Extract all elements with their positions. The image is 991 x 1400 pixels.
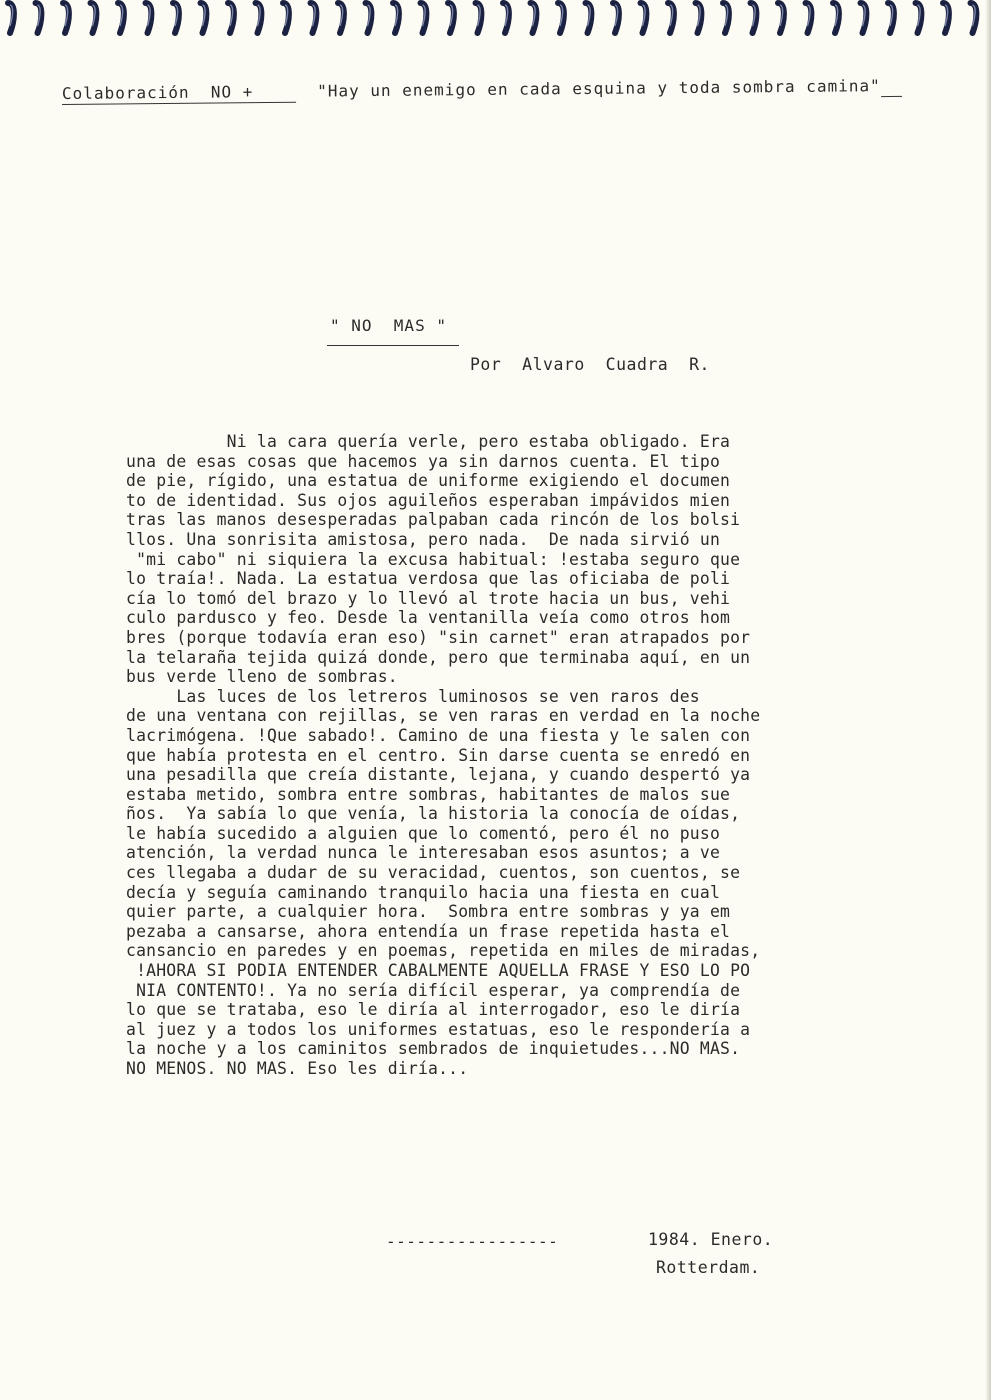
body-line: llos. Una sonrisita amistosa, pero nada. De nada sirvió un bbox=[126, 529, 721, 549]
spiral-coil bbox=[586, 3, 592, 33]
body-line: to de identidad. Sus ojos aguileños esperaban impávidos mien bbox=[126, 490, 731, 510]
body-line: lacrimógena. !Que sabado!. Camino de una fiesta y le salen con bbox=[126, 725, 751, 745]
body-line: que había protesta en el centro. Sin darse cuenta se enredó en bbox=[126, 745, 751, 765]
spiral-coil bbox=[916, 3, 922, 33]
spiral-coil bbox=[806, 3, 812, 33]
body-line: lo que se trataba, eso le diría al interrogador, eso le diría bbox=[126, 1000, 741, 1020]
collaboration-label: Colaboración bbox=[61, 82, 190, 103]
spiral-coil bbox=[668, 3, 674, 33]
body-line: una pesadilla que creía distante, lejana, y cuando despertó ya bbox=[126, 765, 751, 785]
spiral-coil bbox=[833, 3, 839, 33]
body-line: "mi cabo" ni siquiera la excusa habitual: !estaba seguro que bbox=[126, 549, 741, 569]
spiral-coil bbox=[36, 3, 42, 33]
body-line: lo traía!. Nada. La estatua verdosa que las oficiaba de poli bbox=[126, 569, 731, 589]
body-line: una de esas cosas que hacemos ya sin darnos cuenta. El tipo bbox=[126, 451, 721, 471]
body-line: culo pardusco y feo. Desde la ventanilla veía como otros hom bbox=[126, 608, 731, 628]
spiral-coil bbox=[63, 3, 69, 33]
body-line: decía y seguía caminando tranquilo hacia una fiesta en cual bbox=[126, 882, 721, 902]
spiral-coil bbox=[476, 3, 482, 33]
body-line: de pie, rígido, una estatua de uniforme exigiendo el documen bbox=[126, 471, 731, 491]
body-line: NO MENOS. NO MAS. Eso les diría... bbox=[126, 1059, 469, 1078]
spiral-coil bbox=[366, 3, 372, 33]
body-line: le había sucedido a alguien que lo comentó, pero él no puso bbox=[126, 823, 721, 843]
body-line: atención, la verdad nunca le interesaban esos asuntos; a ve bbox=[126, 843, 721, 863]
spiral-coil bbox=[91, 3, 97, 33]
spiral-coil bbox=[118, 3, 124, 33]
spiral-coil bbox=[338, 3, 344, 33]
body-line: de una ventana con rejillas, se ven raras en verdad en la noche bbox=[126, 706, 761, 726]
body-line: bres (porque todavía eran eso) "sin carnet" eran atrapados por bbox=[126, 627, 751, 647]
spiral-coils bbox=[8, 3, 976, 33]
spiral-coil bbox=[146, 3, 152, 33]
spiral-coil bbox=[888, 3, 894, 33]
body-line: bus verde lleno de sombras. bbox=[126, 667, 398, 687]
spiral-coil bbox=[778, 3, 784, 33]
title-underline bbox=[327, 345, 459, 346]
spiral-coil bbox=[723, 3, 729, 33]
spiral-coil bbox=[311, 3, 317, 33]
body-line: cansancio en paredes y en poemas, repetida en miles de miradas, bbox=[126, 941, 761, 961]
spiral-binding bbox=[0, 0, 991, 36]
author-byline: Por Alvaro Cuadra R. bbox=[470, 355, 710, 374]
footer-date: 1984. Enero. bbox=[648, 1230, 774, 1249]
body-line: la noche y a los caminitos sembrados de inquietudes...NO MAS. bbox=[126, 1039, 741, 1059]
body-line: tras las manos desesperadas palpaban cada rincón de los bolsi bbox=[126, 510, 741, 530]
page-title: " NO MAS " bbox=[330, 316, 447, 335]
page-edge-shadow bbox=[985, 0, 991, 1400]
collaboration-number bbox=[189, 82, 296, 104]
body-line: NIA CONTENTO!. Ya no sería difícil esperar, ya comprendía de bbox=[126, 980, 741, 1000]
spiral-coil bbox=[696, 3, 702, 33]
body-line: Las luces de los letreros luminosos se ven raros des bbox=[126, 686, 700, 706]
spiral-coil bbox=[448, 3, 454, 33]
footer-separator: ----------------- bbox=[386, 1232, 559, 1251]
body-line: pezaba a cansarse, ahora entendía un frase repetida hasta el bbox=[126, 921, 731, 941]
spiral-coil bbox=[173, 3, 179, 33]
spiral-coil bbox=[393, 3, 399, 33]
story-body bbox=[126, 432, 886, 1079]
spiral-coil bbox=[613, 3, 619, 33]
spiral-coil bbox=[943, 3, 949, 33]
spiral-coil bbox=[8, 3, 14, 33]
spiral-coil bbox=[256, 3, 262, 33]
collaboration-quote: "Hay un enemigo en cada esquina y toda sombra camina" bbox=[317, 76, 881, 101]
spiral-coil bbox=[283, 3, 289, 33]
body-line: quier parte, a cualquier hora. Sombra entre sombras y ya em bbox=[126, 902, 731, 922]
body-line: !AHORA SI PODIA ENTENDER CABALMENTE AQUELLA FRASE Y ESO LO PO bbox=[126, 961, 751, 981]
collaboration-header bbox=[62, 75, 972, 105]
body-line: al juez y a todos los uniformes estatuas, eso le respondería a bbox=[126, 1019, 751, 1039]
collaboration-number-text: NO + bbox=[210, 82, 254, 102]
body-line: Ni la cara quería verle, pero estaba obligado. Era bbox=[126, 432, 731, 451]
spiral-coil bbox=[228, 3, 234, 33]
body-line: estaba metido, sombra entre sombras, habitantes de malos sue bbox=[126, 784, 731, 804]
body-line: ces llegaba a dudar de su veracidad, cuentos, son cuentos, se bbox=[126, 863, 741, 883]
spiral-coil bbox=[558, 3, 564, 33]
spiral-coil bbox=[971, 3, 977, 33]
body-line: cía lo tomó del brazo y lo llevó al trote hacia un bus, vehi bbox=[126, 588, 731, 608]
spiral-coil bbox=[861, 3, 867, 33]
spiral-coil bbox=[503, 3, 509, 33]
spiral-coil bbox=[531, 3, 537, 33]
spiral-coil bbox=[641, 3, 647, 33]
spiral-coil bbox=[201, 3, 207, 33]
spiral-coil bbox=[421, 3, 427, 33]
body-line: la telaraña tejida quizá donde, pero que terminaba aquí, en un bbox=[126, 647, 751, 667]
spiral-coil bbox=[751, 3, 757, 33]
body-line: ños. Ya sabía lo que venía, la historia la conocía de oídas, bbox=[126, 804, 741, 824]
header-trailing-rule bbox=[881, 76, 902, 97]
footer-place: Rotterdam. bbox=[656, 1258, 761, 1277]
